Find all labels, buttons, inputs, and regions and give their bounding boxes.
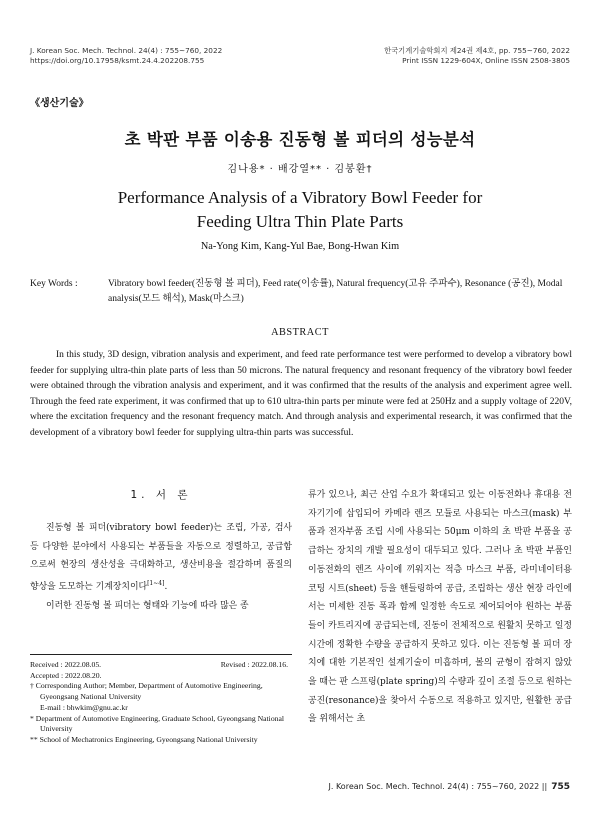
affiliation-1: * Department of Automotive Engineering, Graduate School, Gyeongsang National University (30, 713, 285, 734)
keywords-text: Vibratory bowl feeder(진동형 볼 피더), Feed rate(이송률), Natural frequency(고유 주파수), Resonance (공진), Modal analysis(모드 해석), Mask(마스크) (108, 279, 563, 304)
left-column (30, 487, 292, 615)
paper-title-en (0, 186, 600, 234)
issn-line: Print ISSN 1229-604X, Online ISSN 2508-3805 (402, 56, 570, 65)
header-left (30, 46, 222, 66)
doi-link[interactable]: https://doi.org/10.17958/ksmt.24.4.202208.755 (30, 56, 205, 65)
header-right (384, 46, 570, 66)
author-email[interactable]: E-mail : bhwkim@gnu.ac.kr (40, 702, 128, 712)
authors-ko: 김나용* · 배강열** · 김봉환† (227, 164, 373, 175)
section-tag: 《생산기술》 (30, 98, 89, 109)
paper-title-en-line1: Performance Analysis of a Vibratory Bowl Feeder for (117, 188, 483, 207)
accepted-date: Accepted : 2022.08.20. (30, 670, 102, 680)
page-number: 755 (551, 782, 570, 792)
journal-citation: J. Korean Soc. Mech. Technol. 24(4) : 755~760, 2022 (30, 46, 223, 55)
corresponding-author: † Corresponding Author; Member, Department of Automotive Engineering, Gyeongsang National University (30, 681, 263, 702)
intro-paragraph-1-text: 진동형 볼 피더(vibratory bowl feeder)는 조립, 가공, 검사 등 다양한 분야에서 사용되는 부품들을 자동으로 정렬하고, 공급함으로써 현장의 생산성을 극대화하고, 생산비용을 절감하며 품질의 향상을 도모하는 기계장치이다 (30, 523, 292, 593)
paper-title-ko: 초 박판 부품 이송용 진동형 볼 피더의 성능분석 (124, 130, 476, 149)
received-date: Received : 2022.08.05. (30, 660, 102, 669)
right-column (308, 486, 572, 729)
paper-title-en-line2: Feeding Ultra Thin Plate Parts (196, 212, 404, 231)
page-footer (329, 782, 570, 792)
footnotes (30, 654, 292, 746)
abstract-title: ABSTRACT (271, 327, 329, 338)
affiliation-2: ** School of Mechatronics Engineering, Gyeongsang National University (30, 734, 258, 744)
revised-date: Revised : 2022.08.16. (220, 660, 288, 669)
keywords-label: Key Words : (30, 279, 78, 289)
intro-paragraph-1-end: . (164, 582, 168, 593)
authors-en: Na-Yong Kim, Kang-Yul Bae, Bong-Hwan Kim (200, 241, 400, 252)
received-revised-row (30, 660, 292, 671)
intro-paragraph-2: 이러한 진동형 볼 피더는 형태와 기능에 따라 많은 종 (46, 600, 249, 611)
keywords (30, 277, 575, 307)
reference-citation[interactable]: [1~4] (147, 580, 165, 588)
footer-citation: J. Korean Soc. Mech. Technol. 24(4) : 755~760, 2022 || (328, 782, 548, 791)
journal-citation-ko: 한국기계기술학회지 제24권 제4호, pp. 755~760, 2022 (384, 46, 570, 55)
intro-heading: 1. 서 론 (130, 489, 192, 501)
intro-paragraph-2-continued: 류가 있으나, 최근 산업 수요가 확대되고 있는 이동전화나 휴대용 전자기기에 삽입되어 카메라 렌즈 모듈로 사용되는 마스크(mask) 부품과 전자부품 조립 시에 사용되는 50μm 이하의 초 박판 부품을 공급하는 장치의 개발 필요성이 대두되고 있다. 그러나 초 박판 부품인 이동전화의 렌즈 사이에 끼워지는 적층 마스크 부품, 라미네이터용 코팅 시트(sheet) 등을 핸들링하여 공급, 조립하는 생산 현장 라인에서는 미세한 진동 폭과 함께 일정한 속도로 제어되어야 원하는 부품들이 카트리지에 공급되는데, 진동이 전체적으로 원활치 못하고 일정 시간에 정확한 수량을 공급하지 못하고 있다. 이는 진동형 볼 피더 장치에 대한 기본적인 설계기술이 미흡하며, 볼의 균형이 잡혀지 않았을 때는 판 스프링(plate spring)의 수량과 깊이 조절 등으로 원하는 공진(resonance)을 찾아서 수동으로 적용하고 있지만, 원활한 공급을 위해서는 초 (308, 490, 572, 725)
abstract-text: In this study, 3D design, vibration analysis and experiment, and feed rate performance test were performed to develop a vibratory bowl feeder for supplying ultra-thin plate parts of less than 50 microns. The natural frequency and resonant frequency of the vibratory bowl feeder were obtained through the vibration analysis and experiment, and it was confirmed that the results of the analysis and experiment agree well. Through the feed rate experiment, it was confirmed that up to 610 ultra-thin parts per minute were fed at 250Hz and a supply voltage of 220V, where the excitation frequency and the resonant frequency match. And through analysis and experimental research, it was confirmed that the development of a vibratory bowl feeder for supplying ultra-thin parts was successful. (30, 350, 572, 438)
intro-paragraph-1 (30, 519, 292, 597)
